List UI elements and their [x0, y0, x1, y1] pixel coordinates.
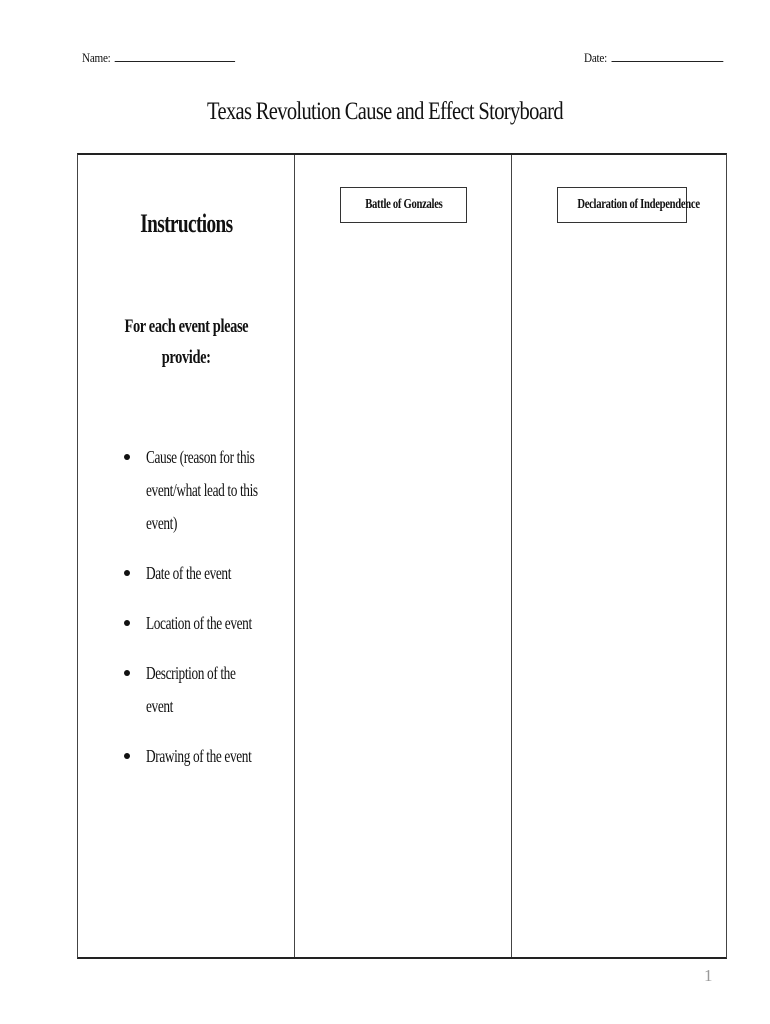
page-title: Texas Revolution Cause and Effect Storyboard — [207, 98, 563, 125]
instructions-column — [78, 155, 295, 957]
event-column-1[interactable] — [295, 155, 512, 957]
list-item: Drawing of the event — [118, 740, 288, 773]
bullet-icon — [124, 454, 130, 460]
instructions-subheading: For each event please provide: — [124, 316, 248, 368]
event-label-box: Battle of Gonzales — [340, 187, 467, 223]
list-item: Description of the event — [118, 657, 288, 723]
name-field[interactable] — [82, 50, 235, 66]
name-blank-line[interactable] — [115, 51, 235, 62]
storyboard-table — [77, 153, 727, 959]
page-number: 1 — [704, 966, 713, 985]
list-item: Cause (reason for this event/what lead to this event) — [118, 441, 288, 540]
date-field[interactable] — [584, 50, 723, 66]
name-label: Name: — [82, 50, 111, 65]
date-blank-line[interactable] — [611, 51, 723, 62]
bullet-icon — [124, 570, 130, 576]
date-label: Date: — [584, 50, 607, 65]
bullet-icon — [124, 753, 130, 759]
event-label-box: Declaration of Independence — [557, 187, 687, 223]
list-item: Date of the event — [118, 557, 288, 590]
requirements-list — [118, 441, 288, 790]
instructions-heading: Instructions — [139, 209, 233, 238]
event-column-2[interactable] — [512, 155, 726, 957]
bullet-icon — [124, 620, 130, 626]
bullet-icon — [124, 670, 130, 676]
list-item: Location of the event — [118, 607, 288, 640]
